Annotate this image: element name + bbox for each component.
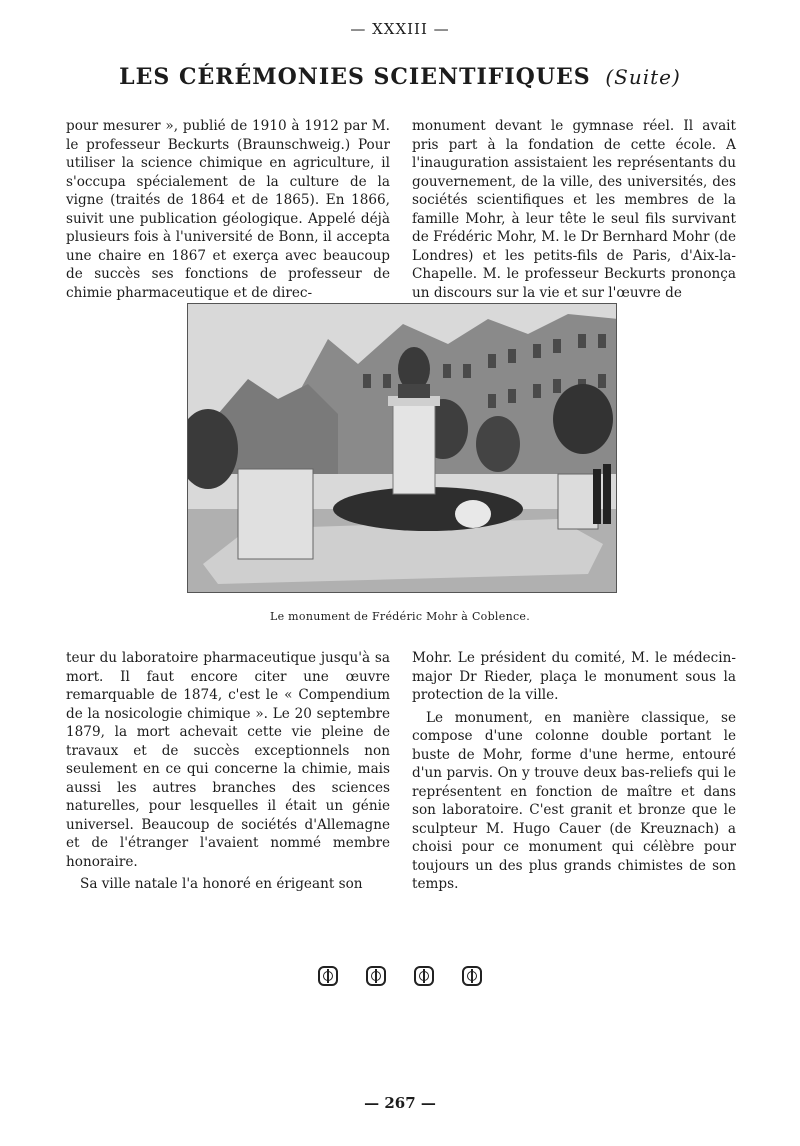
figure-caption: Le monument de Frédéric Mohr à Coblence. <box>269 610 531 623</box>
monument-photograph <box>187 303 617 593</box>
section-title <box>0 64 800 90</box>
title-text: LES CÉRÉMONIES SCIENTIFIQUES <box>119 64 591 90</box>
column-bottom-left <box>66 649 390 894</box>
column-bottom-right <box>412 649 736 894</box>
fleuron-icon <box>462 966 482 986</box>
column-top-left <box>66 117 390 302</box>
paragraph: Sa ville natale l'a honoré en érigeant son <box>80 876 363 892</box>
title-suffix: (Suite) <box>605 65 681 89</box>
column-top-right <box>412 117 736 302</box>
fleuron-icon <box>366 966 386 986</box>
paragraph: pour mesurer », publié de 1910 à 1912 par M. le professeur Beckurts (Braunschweig.) Pour utiliser la science chimique en agriculture, il s'occupa spécialement de la culture de la vigne (traités de 1864 et de 1865). En 1866, suivit une publication géologique. Appelé déjà plusieurs fois à l'université de Bonn, il accepta une chaire en 1867 et exerça avec beaucoup de succès ses fonctions de professeur de chimie pharmaceutique et de direc- <box>66 118 390 301</box>
ornament-row <box>0 966 800 986</box>
paragraph: Mohr. Le président du comité, M. le médecin-major Dr Rieder, plaça le monument sous la protection de la ville. <box>412 650 736 703</box>
paragraph: monument devant le gymnase réel. Il avait pris part à la fondation de cette école. A l'inauguration assistaient les représentants du gouvernement, de la ville, des universités, des sociétés scientifiques et les membres de la famille Mohr, à leur tête le seul fils survivant de Frédéric Mohr, M. le Dr Bernhard Mohr (de Londres) et les petits-fils de Paris, d'Aix-la-Chapelle. M. le professeur Beckurts prononça un discours sur la vie et sur l'œuvre de <box>412 118 736 301</box>
paragraph: Le monument, en manière classique, se compose d'une colonne double portant le buste de Mohr, forme d'une herme, entouré d'un parvis. On y trouve deux bas-reliefs qui le représentent en fonction de maître et dans son laboratoire. C'est granit et bronze que le sculpteur M. Hugo Cauer (de Kreuznach) a choisi pour ce monument qui célèbre pour toujours un des plus grands chimistes de son temps. <box>412 709 736 892</box>
fleuron-icon <box>318 966 338 986</box>
fleuron-icon <box>414 966 434 986</box>
page-number: — 267 — <box>364 1094 436 1112</box>
paragraph: teur du laboratoire pharmaceutique jusqu'à sa mort. Il faut encore citer une œuvre remarquable de 1874, c'est le « Compendium de la nosicologie chimique ». Le 20 septembre 1879, la mort achevait cette vie pleine de travaux et de succès exceptionnels non seulement en ce qui concerne la chimie, mais aussi les autres branches des sciences naturelles, pour lesquelles il était un génie universel. Beaucoup de sociétés d'Allemagne et de l'étranger l'avaient nommé membre honoraire. <box>66 650 390 870</box>
page-roman-numeral: — XXXIII — <box>350 20 450 38</box>
